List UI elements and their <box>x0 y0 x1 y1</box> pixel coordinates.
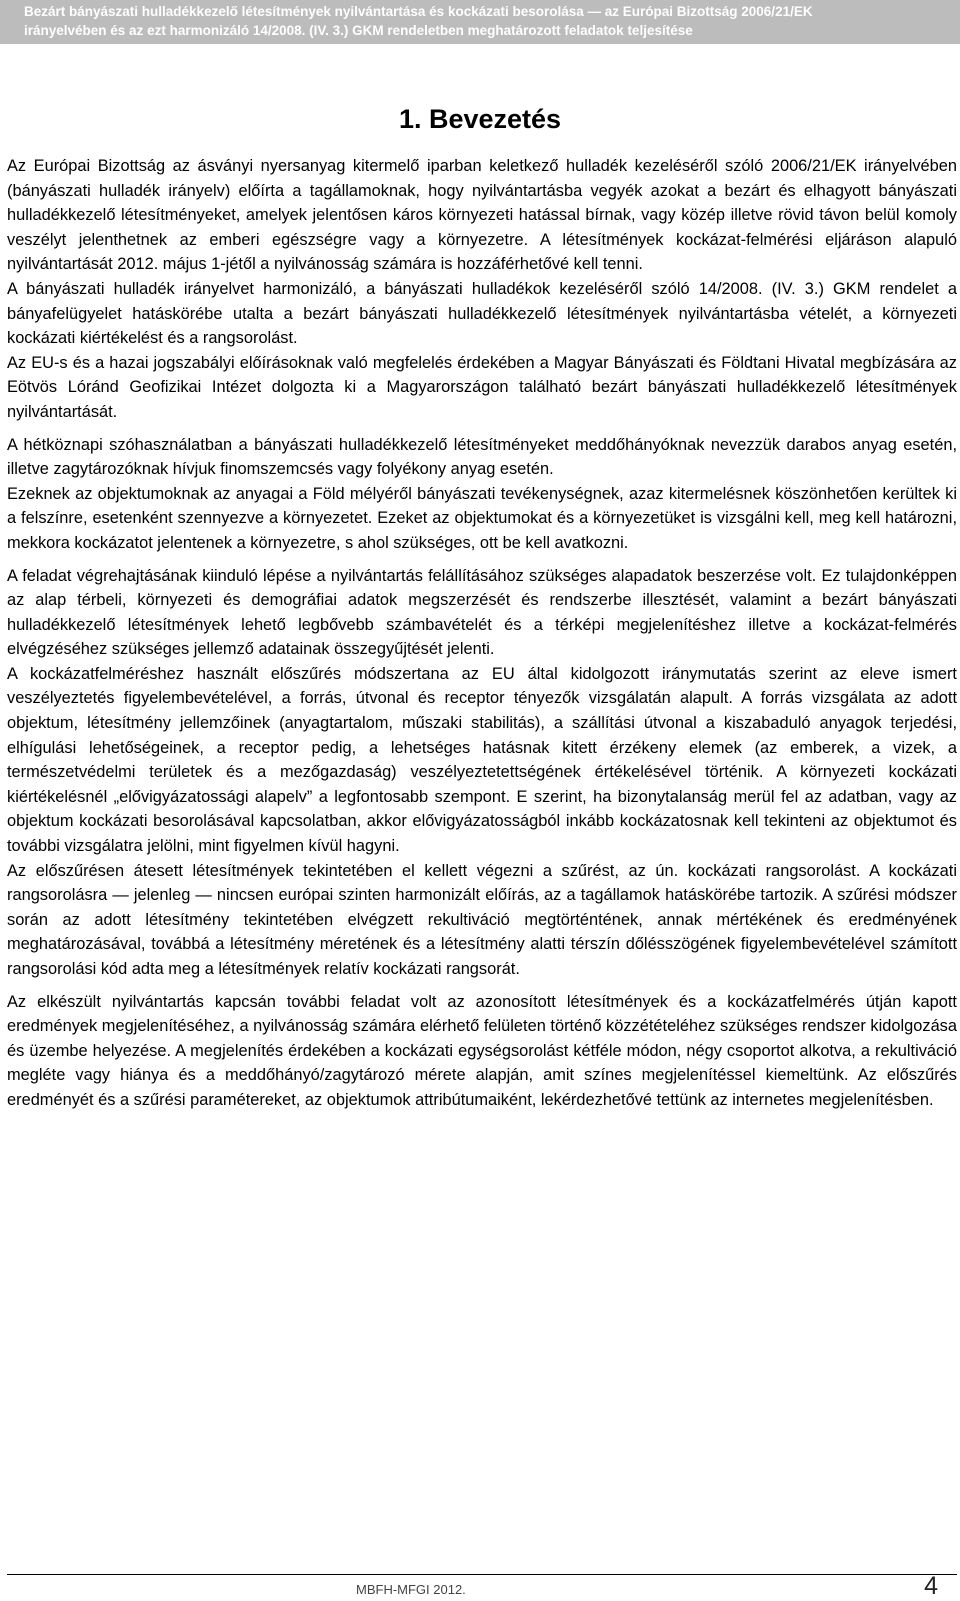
section-title: 1. Bevezetés <box>398 104 562 134</box>
paragraph-9: Az elkészült nyilvántartás kapcsán további feladat volt az azonosított létesítmények és a kockázatfelmérés útján kapott eredmények megjelenítéséhez, a nyilvánosság számára elérhető felületen történő közzétételéhez szükséges rendszer kidolgozása és üzembe helyezése. A megjelenítés érdekében a kockázati egységsorolást kétféle módon, négy csoportot alkotva, a rekultiváció megléte vagy hiánya és a meddőhányó/zagytározó mérete alapján, amit színes megjelenítéssel kiemeltünk. Az előszűrés eredményét és a szűrési paramétereket, az objektumok attribútumaiként, lekérdezhetővé tettünk az internetes megjelenítésben. <box>7 992 957 1109</box>
paragraph-3: Az EU-s és a hazai jogszabályi előírásoknak való megfelelés érdekében a Magyar Bányászati és Földtani Hivatal megbízására az Eötvös Lóránd Geofizikai Intézet dolgozta ki a Magyarországon található bezárt bányászati hulladékkezelő létesítmények nyilvántartását. <box>7 353 957 421</box>
running-header-line-2: irányelvében és az ezt harmonizáló 14/2008. (IV. 3.) GKM rendeletben meghatározott feladatok teljesítése <box>24 23 693 38</box>
paragraph-8: Az előszűrésen átesett létesítmények tekintetében el kellett végezni a szűrést, az ún. kockázati rangsorolást. A kockázati rangsorolásra — jelenleg — nincsen európai szinten harmonizált előírás, az a tagállamok hatáskörébe tartozik. A szűrési módszer során az adott létesítmény tekintetében elvégzett rekultiváció megtörténtének, annak mértékének és eredményének meghatározásával, továbbá a létesítmény méretének és a létesítmény alatti térszín dőlésszögének figyelembevételével számított rangsorolási kód adta meg a létesítmények relatív kockázati rangsorát. <box>7 861 957 978</box>
paragraph-5: Ezeknek az objektumoknak az anyagai a Föld mélyéről bányászati tevékenységnek, azaz kitermelésnek köszönhetően kerültek ki a felszínre, esetenként szennyezve a környezetet. Ezeket az objektumokat és a környezetüket is vizsgálni kell, meg kell határozni, mekkora kockázatot jelentenek a környezetre, s ahol szükséges, ott be kell avatkozni. <box>7 484 957 552</box>
page-number: 4 <box>924 1572 938 1600</box>
paragraph-2: A bányászati hulladék irányelvet harmonizáló, a bányászati hulladékok kezeléséről szóló 14/2008. (IV. 3.) GKM rendelet a bányafelügyelet hatáskörébe utalta a bezárt bányászati hulladékkezelő létesítmények nyilvántartásba vételét, a környezeti kockázati kiértékelést és a rangsorolást. <box>7 279 957 348</box>
body-text <box>7 154 957 1113</box>
paragraph-1: Az Európai Bizottság az ásványi nyersanyag kitermelő iparban keletkező hulladék kezeléséről szóló 2006/21/EK irányelvében (bányászati hulladék irányelv) előírta a tagállamoknak, hogy nyilvántartásba vegyék azokat a bezárt és elhagyott bányászati hulladékkezelő létesítményeket, amelyek jelentősen káros környezeti hatással bírnak, vagy közép illetve rövid távon belül komoly veszélyt jelenthetnek az emberi egészségre vagy a környezetre. A létesítmények kockázat-felmérési eljáráson alapuló nyilvántartását 2012. május 1-jétől a nyilvánosság számára is hozzáférhetővé kell tenni. <box>7 157 957 274</box>
paragraph-6: A feladat végrehajtásának kiinduló lépése a nyilvántartás felállításához szükséges alapadatok beszerzése volt. Ez tulajdonképpen az alap térbeli, környezeti és demográfiai adatok megszerzését és rendszerbe illesztését, valamint a bezárt bányászati hulladékkezelő létesítmények lehető legbővebb számbavételét és a térképi megjelenítéshez illetve a kockázat-felmérés elvégzéséhez szükséges jellemző adatainak összegyűjtését jelenti. <box>7 566 957 659</box>
running-header <box>0 0 960 44</box>
footer-divider <box>7 1574 957 1575</box>
footer-text: MBFH-MFGI 2012. <box>356 1582 466 1597</box>
paragraph-4: A hétköznapi szóhasználatban a bányászati hulladékkezelő létesítményeket meddőhányóknak nevezzük darabos anyag esetén, illetve zagytározóknak hívjuk finomszemcsés vagy folyékony anyag esetén. <box>7 435 957 479</box>
running-header-line-1: Bezárt bányászati hulladékkezelő létesítmények nyilvántartása és kockázati besorolása — az Európai Bizottság 2006/21/EK <box>24 4 813 19</box>
paragraph-7: A kockázatfelméréshez használt előszűrés módszertana az EU által kidolgozott iránymutatás szerint az eleve ismert veszélyeztetés figyelembevételével, a forrás, útvonal és receptor tényezők vizsgálatán alapult. A forrás vizsgálata az adott objektum, létesítmény jellemzőinek (anyagtartalom, műszaki stabilitás), a szállítási útvonal a kiszabaduló anyagok terjedési, elhígulási lehetőségeinek, a receptor pedig, a lehetséges hatásnak kitett érzékeny elemek (az emberek, a vizek, a természetvédelmi területek és a mezőgazdaság) veszélyeztetettségének értékelésével történik. A környezeti kockázati kiértékelésnél „elővigyázatossági alapelv” a legfontosabb szempont. E szerint, ha bizonytalanság merül fel az adatban, vagy az objektum kockázati besorolásával kapcsolatban, akkor elővigyázatosságból inkább kockázatosnak kell tekinteni az objektumot és további vizsgálatra jelölni, mint figyelmen kívül hagyni. <box>7 664 957 856</box>
